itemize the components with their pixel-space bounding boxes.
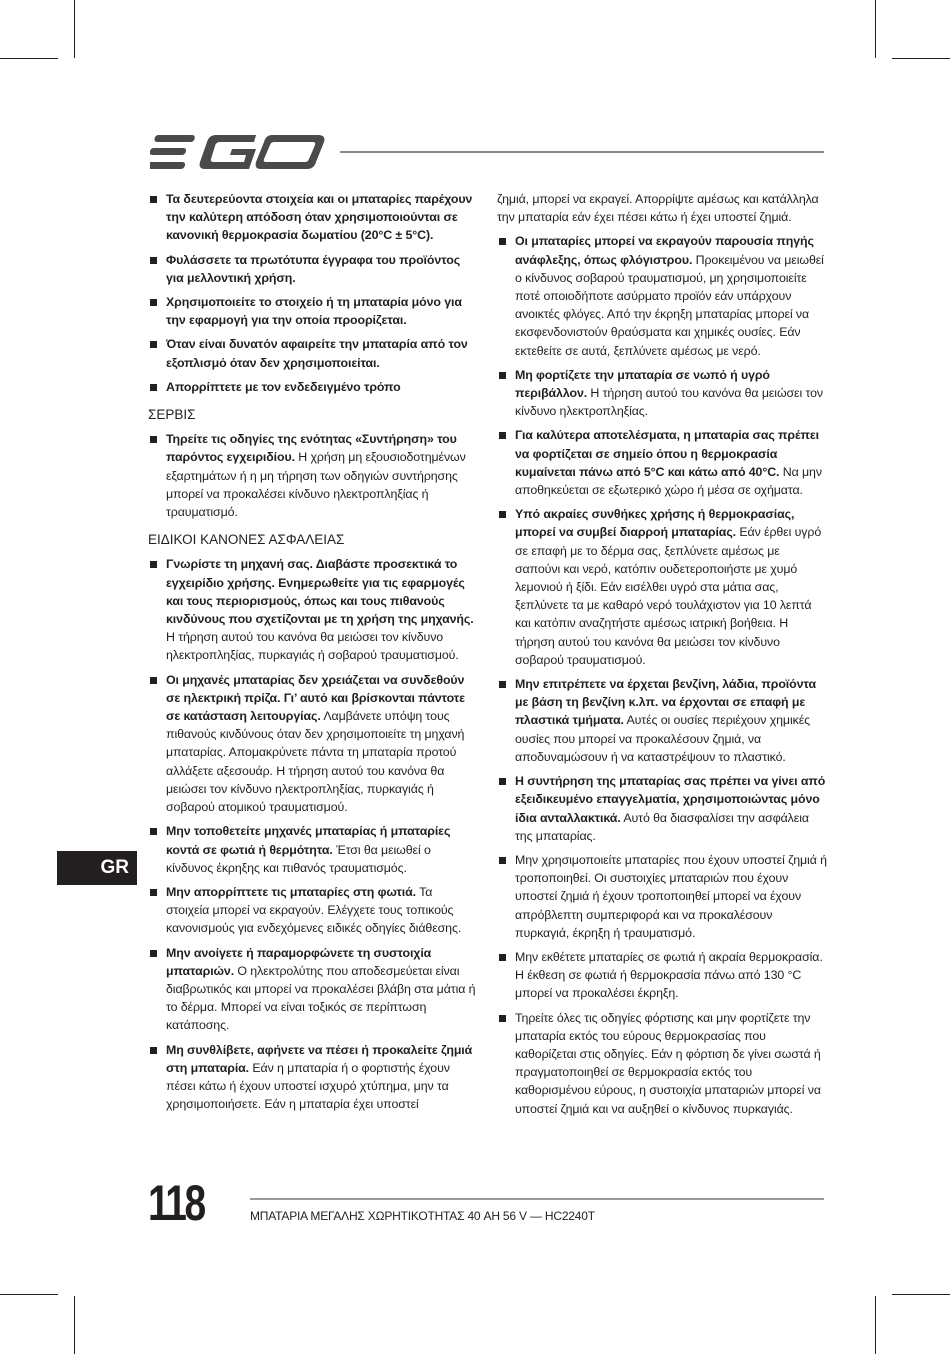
item-text: Η τήρηση αυτού του κανόνα θα μειώσει τον κίνδυνο ηλεκτροπληξίας. <box>515 386 823 419</box>
item-bold-text: Χρησιμοποιείτε το στοιχείο ή τη μπαταρία μόνο για την εφαρμογή για την οποία προορίζεται. <box>166 295 462 328</box>
crop-mark <box>74 1296 75 1354</box>
item-bold-text: Οι μηχανές μπαταρίας δεν χρειάζεται να συνδεθούν σε ηλεκτρική πρίζα. Γι’ αυτό και βρίσκονται πάντοτε σε κατάσταση λειτουργίας. <box>166 672 465 724</box>
list-item <box>497 772 827 845</box>
list-item <box>148 555 478 664</box>
bullet-icon <box>499 778 506 785</box>
bullet-icon <box>150 384 157 391</box>
item-text: Η χρήση μη εξουσιοδοτημένων εξαρτημάτων ή η μη τήρηση των οδηγιών συντήρησης μπορεί να προκαλέσει κίνδυνο ηλεκτροπληξίας ή τραυματισμό. <box>166 450 466 520</box>
section-heading-safety-rules: ΕΙΔΙΚΟΙ ΚΑΝΟΝΕΣ ΑΣΦΑΛΕΙΑΣ <box>148 532 345 548</box>
crop-mark <box>0 1294 58 1295</box>
list-right <box>497 232 827 1117</box>
item-text: Λαμβάνετε υπόψη τους πιθανούς κινδύνους όταν δεν χρησιμοποιείτε τη μηχανή μπαταρίας. Απομακρύνετε πάντα τη μπαταρία προτού αλλάξετε αξεσουάρ. Η τήρηση αυτού του κανόνα θα μειώσει τον κίνδυνο ηλεκτροπληξίας, πυρκαγιάς ή σοβαρού ατομικού τραυματισμού. <box>166 709 465 815</box>
list-item <box>497 366 827 421</box>
list-item <box>148 378 478 396</box>
section-heading-service: ΣΕΡΒΙΣ <box>148 407 196 423</box>
crop-mark <box>875 0 876 58</box>
bullet-icon <box>150 196 157 203</box>
item-text: Μην εκθέτετε μπαταρίες σε φωτιά ή ακραία θερμοκρασία. Η έκθεση σε φωτιά ή θερμοκρασία πάνω από 130 °C μπορεί να προκαλέσει έκρηξη. <box>515 949 823 1001</box>
bullet-icon <box>150 1047 157 1054</box>
list-safety-rules <box>148 555 478 1113</box>
list-item <box>148 1041 478 1114</box>
ego-logo <box>150 132 330 172</box>
bullet-icon <box>499 238 506 245</box>
item-bold-text: Μην ανοίγετε ή παραμορφώνετε τη συστοιχία μπαταριών. <box>166 945 432 978</box>
bullet-icon <box>150 677 157 684</box>
bullet-icon <box>150 828 157 835</box>
list-item <box>497 948 827 1003</box>
item-bold-text: Μη συνθλίβετε, αφήνετε να πέσει ή προκαλείτε ζημιά στη μπαταρία. <box>166 1042 473 1075</box>
bullet-icon <box>499 954 506 961</box>
right-column <box>497 190 827 1124</box>
list-item <box>148 251 478 287</box>
item-bold-text: Η συντήρηση της μπαταρίας σας πρέπει να γίνει από εξειδικευμένο επαγγελματία, χρησιμοποιώντας μόνο ίδια ανταλλακτικά. <box>515 774 826 825</box>
list-item <box>497 232 827 359</box>
language-tab: GR <box>57 851 137 885</box>
footer-rule <box>250 1198 824 1200</box>
bullet-icon <box>499 857 506 864</box>
item-bold-text: Φυλάσσετε τα πρωτότυπα έγγραφα του προϊόντος για μελλοντική χρήση. <box>166 252 461 285</box>
item-text: Εάν έρθει υγρό σε επαφή με το δέρμα σας, ξεπλύνετε αμέσως με σαπούνι και νερό, κατόπιν ουδετεροποιήστε με χυμό λεμονιού ή ξίδι. Εάν εισέλθει υγρό στα μάτια σας, ξεπλύνετε τα με καθαρό νερό τουλάχιστον για 10 λεπτά και κατόπιν αναζητήστε αμέσως ιατρική βοήθεια. Η τήρηση αυτού του κανόνα θα μειώσει τον κίνδυνο σοβαρού τραυματισμού. <box>515 525 822 667</box>
item-text: Ο ηλεκτρολύτης που αποδεσμεύεται είναι διαβρωτικός και μπορεί να προκαλέσει βλάβη στα μάτια ή το δέρμα. Μπορεί να είναι τοξικός σε περίπτωση κατάποσης. <box>166 963 476 1033</box>
item-bold-text: Οι μπαταρίες μπορεί να εκραγούν παρουσία πηγής ανάφλεξης, όπως φλόγιστρου. <box>515 234 814 267</box>
list-item <box>148 883 478 938</box>
item-bold-text: Για καλύτερα αποτελέσματα, η μπαταρία σας πρέπει να φορτίζεται σε σημείο όπου η θερμοκρασία κυμαίνεται πάνω από 5°C και κάτω από 40°C. <box>515 428 820 479</box>
crop-mark <box>892 58 950 59</box>
crop-mark <box>875 1296 876 1354</box>
item-bold-text: Γνωρίστε τη μηχανή σας. Διαβάστε προσεκτικά το εγχειρίδιο χρήσης. Ενημερωθείτε για τις εφαρμογές και τους περιορισμούς, όπως και τους πιθανούς κινδύνους που σχετίζονται με τη χρήση της μηχανής. <box>166 557 474 627</box>
item-bold-text: Μην τοποθετείτε μηχανές μπαταρίας ή μπαταρίες κοντά σε φωτιά ή θερμότητα. <box>166 824 451 857</box>
list-service <box>148 430 478 521</box>
item-text: Αυτό θα διασφαλίσει την ασφάλεια της μπαταρίας. <box>515 810 809 843</box>
bullet-icon <box>150 341 157 348</box>
bullet-icon <box>150 561 157 568</box>
item-bold-text: Απορρίπτετε με τον ενδεδειγμένο τρόπο <box>166 379 401 394</box>
item-text: Τηρείτε όλες τις οδηγίες φόρτισης και μην φορτίζετε την μπαταρία εκτός του εύρους θερμοκρασίας που καθορίζεται στις οδηγίες. Εάν η φόρτιση δε γίνει σωστά ή πραγματοποιηθεί σε θερμοκρασία εκτός του καθορισμένου εύρους, η συστοιχία μπαταριών μπορεί να υποστεί ζημιά και να αυξηθεί ο κίνδυνος πυρκαγιάς. <box>515 1010 821 1116</box>
item-bold-text: Όταν είναι δυνατόν αφαιρείτε την μπαταρία από τον εξοπλισμό όταν δεν χρησιμοποιείται. <box>166 337 468 370</box>
bullet-icon <box>150 889 157 896</box>
item-text: Να μην αποθηκεύεται σε εξωτερικό χώρο ή μέσα σε οχήματα. <box>515 464 822 498</box>
footer-title: ΜΠΑΤΑΡΙΑ ΜΕΓΑΛΗΣ ΧΩΡΗΤΙΚΟΤΗΤΑΣ 40 AH 56 V — HC2240T <box>250 1209 595 1223</box>
list-top <box>148 190 478 396</box>
list-item <box>497 505 827 669</box>
item-text: Τα στοιχεία μπορεί να εκραγούν. Ελέγχετε τους τοπικούς κανονισμούς για ενδεχόμενες ειδικές οδηγίες διάθεσης. <box>166 884 462 936</box>
item-text: Έτσι θα μειωθεί ο κίνδυνος έκρηξης και πιθανός τραυματισμός. <box>166 842 431 875</box>
left-column <box>148 190 478 1119</box>
list-item <box>148 335 478 371</box>
list-item <box>148 944 478 1035</box>
crop-mark <box>892 1294 950 1295</box>
header-rule <box>340 151 824 153</box>
bullet-icon <box>499 511 506 518</box>
crop-mark <box>0 58 58 59</box>
crop-mark <box>74 0 75 58</box>
list-item <box>148 190 478 245</box>
bullet-icon <box>150 299 157 306</box>
item-bold-text: Τα δευτερεύοντα στοιχεία και οι μπαταρίες παρέχουν την καλύτερη απόδοση όταν χρησιμοποιούνται σε κανονική θερμοκρασία δωματίου (20°C ± 5°C). <box>166 192 473 243</box>
item-bold-text: Μην επιτρέπετε να έρχεται βενζίνη, λάδια, προϊόντα με βάση τη βενζίνη κ.λπ. να έρχονται σε επαφή με πλαστικά τμήματα. <box>515 677 817 728</box>
item-bold-text: Μην απορρίπτετε τις μπαταρίες στη φωτιά. <box>166 884 416 899</box>
bullet-icon <box>150 950 157 957</box>
list-item <box>148 293 478 329</box>
list-item <box>497 675 827 766</box>
list-item <box>148 671 478 817</box>
list-item <box>497 851 827 942</box>
item-text: Εάν η μπαταρία ή ο φορτιστής έχουν πέσει κάτω ή έχουν υποστεί ισχυρό χτύπημα, μην τα χρησιμοποιήσετε. Εάν η μπαταρία έχει υποστεί <box>166 1060 450 1112</box>
bullet-icon <box>499 372 506 379</box>
continuation-text: ζημιά, μπορεί να εκραγεί. Απορρίψτε αμέσως και κατάλληλα την μπαταρία εάν έχει πέσει κάτω ή έχει υποστεί ζημιά. <box>497 192 819 225</box>
bullet-icon <box>499 681 506 688</box>
item-bold-text: Τηρείτε τις οδηγίες της ενότητας «Συντήρηση» του παρόντος εγχειριδίου. <box>166 432 457 465</box>
item-text: Αυτές οι ουσίες περιέχουν χημικές ουσίες που μπορεί να προκαλέσουν ζημιά, να αποδυναμώσουν ή να καταστρέψουν το πλαστικό. <box>515 713 810 764</box>
item-text: Η τήρηση αυτού του κανόνα θα μειώσει τον κίνδυνο ηλεκτροπληξίας, πυρκαγιάς ή σοβαρού τραυματισμού. <box>166 630 459 663</box>
item-bold-text: Μη φορτίζετε την μπαταρία σε νωπό ή υγρό περιβάλλον. <box>515 367 770 401</box>
bullet-icon <box>499 432 506 439</box>
list-item <box>497 426 827 499</box>
page-number: 118 <box>148 1175 204 1231</box>
list-item <box>148 822 478 877</box>
bullet-icon <box>150 257 157 264</box>
bullet-icon <box>499 1015 506 1022</box>
bullet-icon <box>150 436 157 443</box>
item-bold-text: Υπό ακραίες συνθήκες χρήσης ή θερμοκρασίας, μπορεί να συμβεί διαρροή μπαταρίας. <box>515 507 795 540</box>
item-text: Προκειμένου να μειωθεί ο κίνδυνος σοβαρού τραυματισμού, μη χρησιμοποιείτε ποτέ οποιοδήποτε ασύρματο προϊόν εάν υπάρχουν ανοικτές φλόγες. Από την έκρηξη μπαταρίας μπορεί να εκσφενδονιστούν θραύσματα και χημικές ουσίες. Εάν εκτεθείτε σε αυτά, ξεπλύνετε αμέσως με νερό. <box>515 252 824 358</box>
list-item <box>497 1009 827 1118</box>
list-item <box>148 430 478 521</box>
item-text: Μην χρησιμοποιείτε μπαταρίες που έχουν υποστεί ζημιά ή τροποποιηθεί. Οι συστοιχίες μπαταριών που έχουν υποστεί ζημιά ή έχουν τροποποιηθεί μπορεί να έχουν απρόβλεπτη συμπεριφορά και να προκαλέσουν πυρκαγιά, έκρηξη ή τραυματισμό. <box>515 852 827 940</box>
